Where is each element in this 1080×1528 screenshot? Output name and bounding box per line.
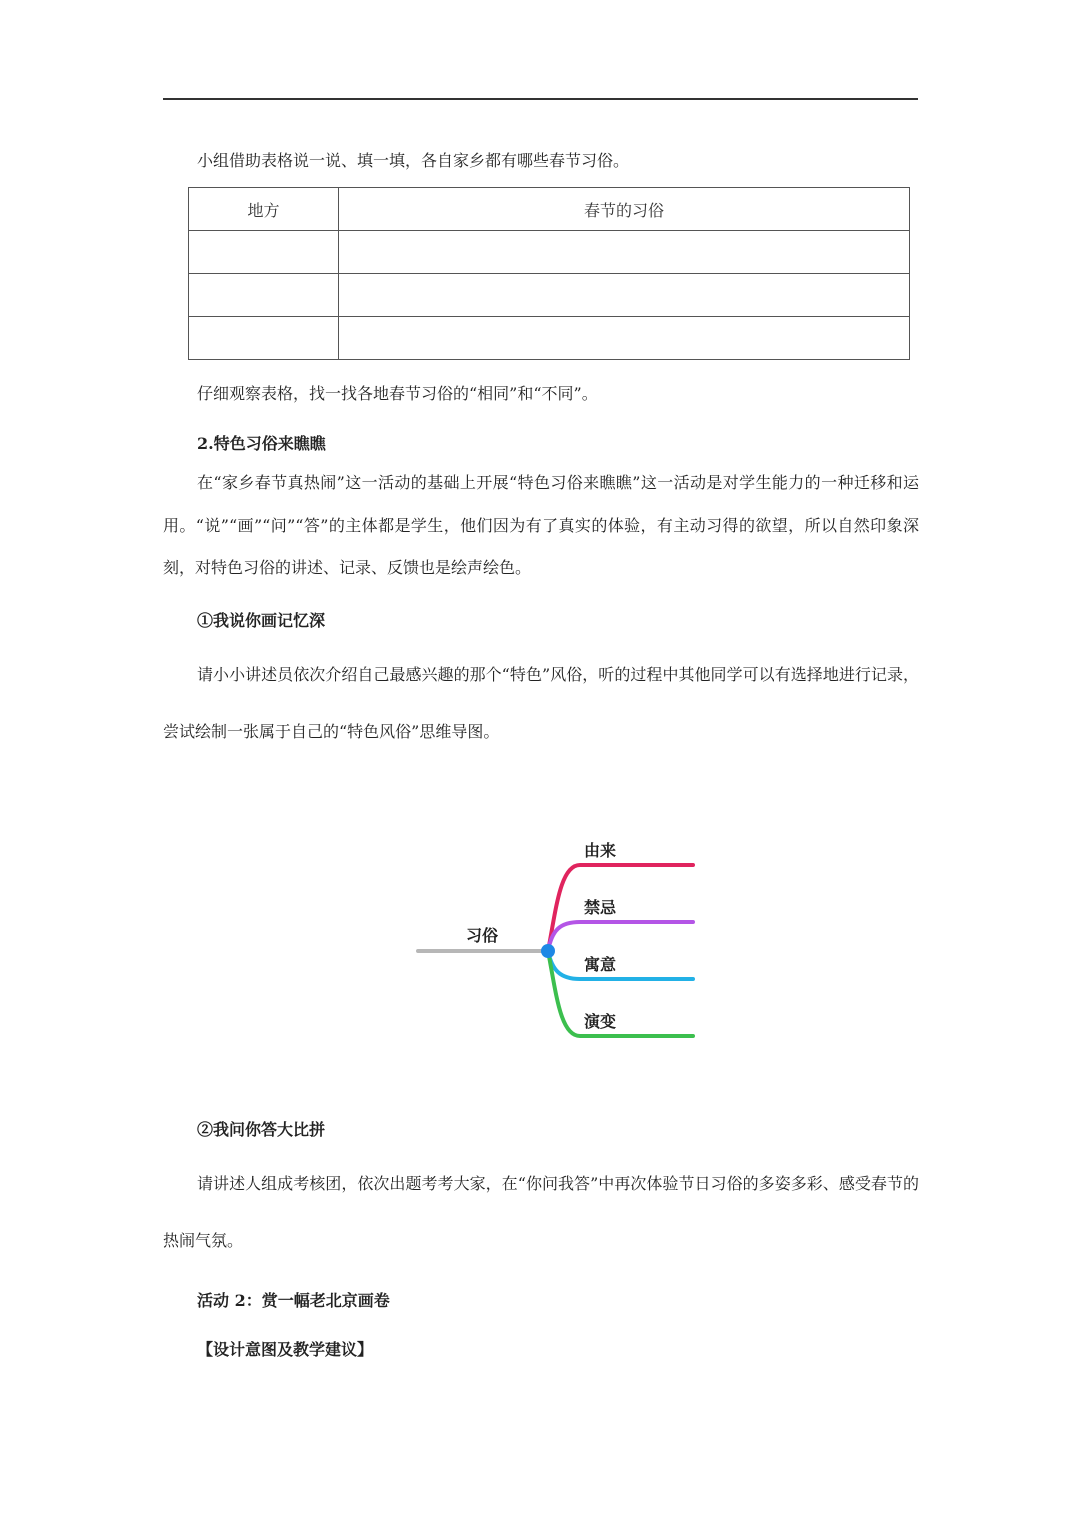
- mindmap-branch-origin: [548, 865, 693, 951]
- table-cell-place[interactable]: [189, 274, 339, 317]
- table-row: [189, 317, 910, 360]
- table-row: [189, 274, 910, 317]
- activity2-heading: 活动 2：赏一幅老北京画卷: [197, 1291, 390, 1310]
- mindmap-branch-taboo: [548, 922, 693, 951]
- table-cell-place[interactable]: [189, 317, 339, 360]
- table-cell-customs[interactable]: [339, 274, 910, 317]
- table-row: [189, 231, 910, 274]
- subsection1-body: 请小小讲述员依次介绍自己最感兴趣的那个“特色”风俗，听的过程中其他同学可以有选择地进行记录，尝试绘制一张属于自己的“特色风俗”思维导图。: [163, 665, 919, 741]
- mindmap-label-evolution: 演变: [584, 1012, 617, 1031]
- mindmap: [400, 820, 720, 1060]
- subsection2-heading: ②我问你答大比拼: [197, 1120, 326, 1139]
- mindmap-label-meaning: 寓意: [584, 955, 617, 974]
- table-cell-customs[interactable]: [339, 231, 910, 274]
- header-rule: [163, 98, 918, 100]
- mindmap-label-taboo: 禁忌: [584, 898, 617, 917]
- section2-body: 在“家乡春节真热闹”这一活动的基础上开展“特色习俗来瞧瞧”这一活动是对学生能力的一种迁移和运用。“说”“画”“问”“答”的主体都是学生，他们因为有了真实的体验，有主动习得的欲望，所以自然印象深刻，对特色习俗的讲述、记录、反馈也是绘声绘色。: [163, 473, 919, 577]
- mindmap-root-label: 习俗: [466, 926, 499, 945]
- table-cell-customs[interactable]: [339, 317, 910, 360]
- subsection1-heading: ①我说你画记忆深: [197, 611, 326, 630]
- observe-text: 仔细观察表格，找一找各地春节习俗的“相同”和“不同”。: [197, 384, 598, 403]
- header-place: 地方: [189, 188, 339, 231]
- intro-text: 小组借助表格说一说、填一填，各自家乡都有哪些春节习俗。: [197, 151, 630, 170]
- design-intent-heading: 【设计意图及教学建议】: [197, 1340, 374, 1359]
- mindmap-center-node: [541, 944, 555, 958]
- table-header-row: [189, 188, 910, 231]
- mindmap-label-origin: 由来: [584, 841, 617, 860]
- mindmap-branch-meaning: [548, 951, 693, 979]
- customs-table: [188, 187, 910, 360]
- subsection2-body: 请讲述人组成考核团，依次出题考考大家，在“你问我答”中再次体验节日习俗的多姿多彩、感受春节的热闹气氛。: [163, 1174, 919, 1250]
- mindmap-branch-evolution: [548, 951, 693, 1036]
- header-customs: 春节的习俗: [339, 188, 910, 231]
- table-cell-place[interactable]: [189, 231, 339, 274]
- section2-heading: 2.特色习俗来瞧瞧: [197, 434, 326, 453]
